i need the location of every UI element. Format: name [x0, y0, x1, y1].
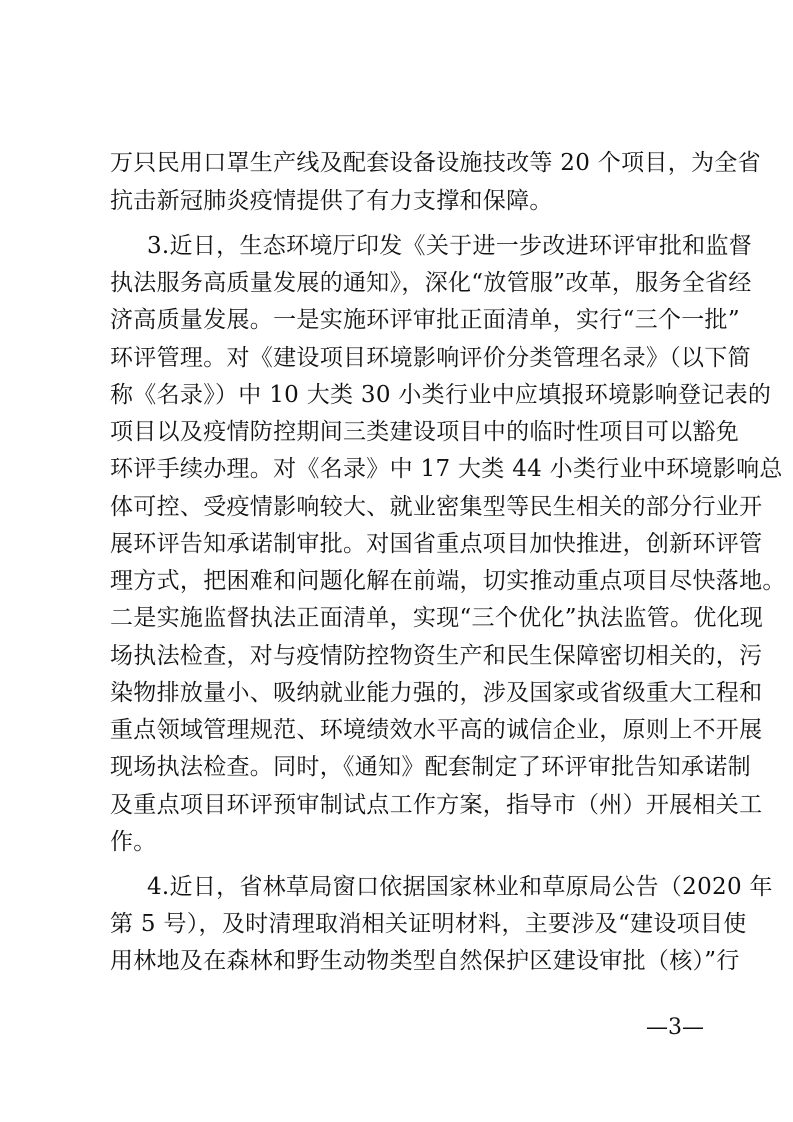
paragraph-line: 现场执法检查。同时，《通知》配套制定了环评审批告知承诺制: [110, 754, 751, 780]
paragraph-line: 项目以及疫情防控期间三类建设项目中的临时性项目可以豁免: [110, 419, 740, 445]
paragraph-line: 3.近日，生态环境厅印发《关于进一步改进环评审批和监督: [147, 233, 753, 259]
paragraph-line: 二是实施监督执法正面清单，实现“三个优化”执法监管。优化现: [110, 605, 764, 631]
paragraph-line: 理方式，把困难和问题化解在前端，切实推动重点项目尽快落地。: [110, 568, 786, 594]
paragraph-line: 染物排放量小、吸纳就业能力强的，涉及国家或省级重大工程和: [110, 680, 763, 706]
paragraph-line: 及重点项目环评预审制试点工作方案，指导市（州）开展相关工: [110, 792, 763, 818]
paragraph-line: 展环评告知承诺制审批。对国省重点项目加快推进，创新环评管: [110, 531, 763, 557]
paragraph-line: 执法服务高质量发展的通知》，深化“放管服”改革，服务全省经: [110, 270, 752, 296]
paragraph-line: 第 5 号），及时清理取消相关证明材料，主要涉及“建设项目使: [110, 911, 747, 937]
paragraph-line: 济高质量发展。一是实施环评审批正面清单，实行“三个一批”: [110, 307, 740, 333]
paragraph-line: 体可控、受疫情影响较大、就业密集型等民生相关的部分行业开: [110, 494, 763, 520]
page-number: —3—: [646, 1015, 704, 1040]
paragraph-line: 场执法检查，对与疫情防控物资生产和民生保障密切相关的，污: [110, 643, 763, 669]
paragraph-line: 万只民用口罩生产线及配套设备设施技改等 20 个项目，为全省: [110, 150, 761, 176]
paragraph-line: 4.近日，省林草局窗口依据国家林业和草原局公告（2020 年: [147, 874, 773, 900]
paragraph-line: 用林地及在森林和野生动物类型自然保护区建设审批（核）”行: [110, 948, 740, 974]
paragraph-line: 环评手续办理。对《名录》中 17 大类 44 小类行业中环境影响总: [110, 456, 783, 482]
paragraph-line: 抗击新冠肺炎疫情提供了有力支撑和保障。: [110, 188, 553, 214]
paragraph-line: 重点领域管理规范、环境绩效水平高的诚信企业，原则上不开展: [110, 717, 763, 743]
paragraph-line: 环评管理。对《建设项目环境影响评价分类管理名录》（以下简: [110, 345, 751, 371]
paragraph-line: 作。: [110, 829, 157, 855]
paragraph-line: 称《名录》）中 10 大类 30 小类行业中应填报环境影响登记表的: [110, 382, 772, 408]
